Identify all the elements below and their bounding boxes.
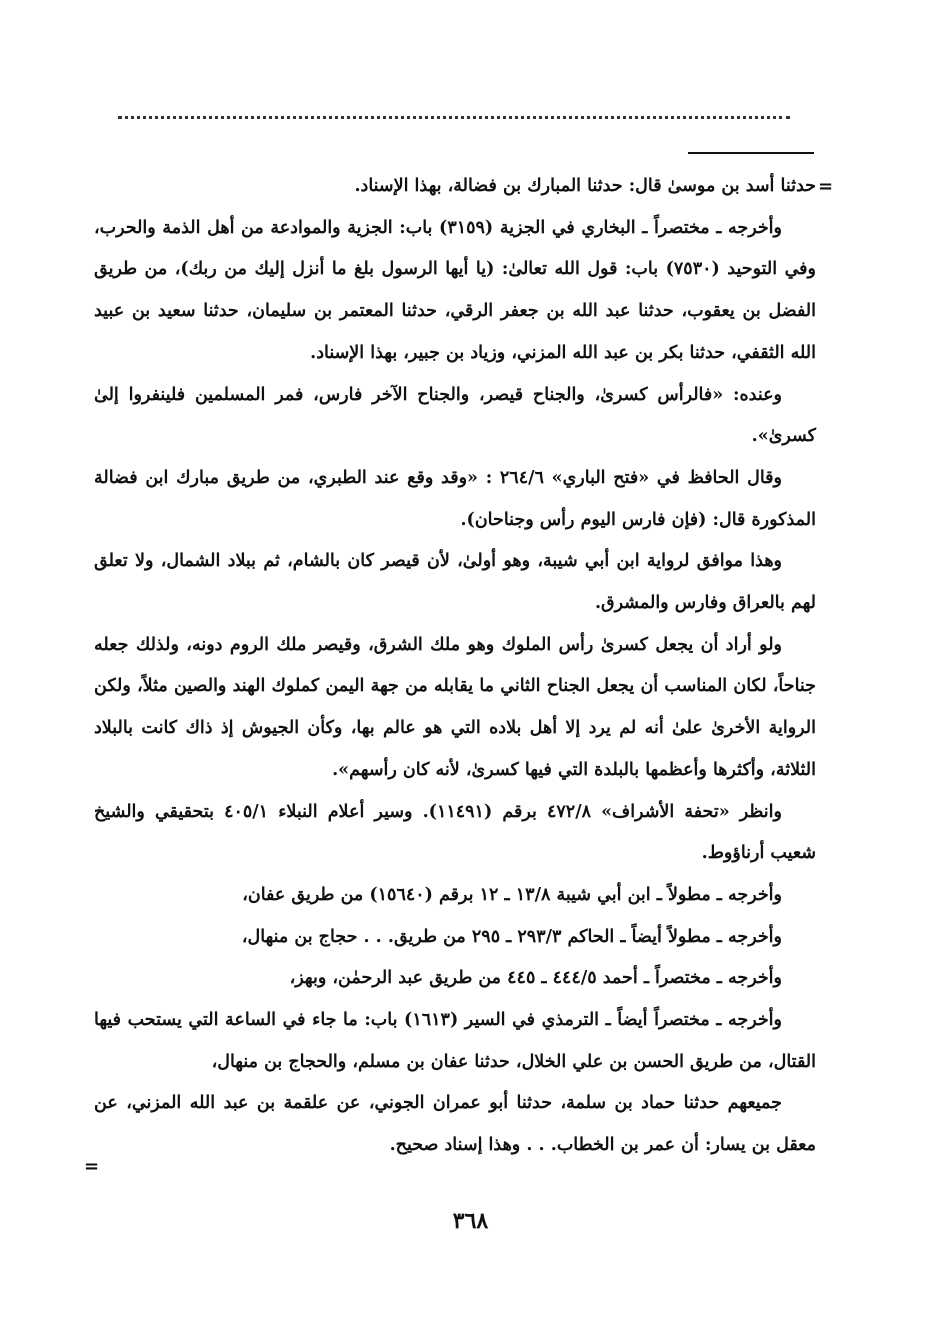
- paragraph: وأخرجه ـ مطولاً ـ ابن أبي شيبة ١٣/٨ ـ ١٢ برقم (١٥٦٤٠) من طريق عفان،: [242, 884, 782, 905]
- page-number: ٣٦٨: [452, 1208, 489, 1234]
- paragraph: ولو أراد أن يجعل كسرىٰ رأس الملوك وهو ملك الشرق، وقيصر ملك الروم دونه، ولذلك جعله جناحاً، لكان المناسب أن يجعل الجناح الثاني ما يقابله من جهة اليمن كملوك الهند والصين مثلاً، ولكن الرواية الأخرىٰ علىٰ أنه لم يرد إلا أهل بلاده التي هو عالم بها، وكأن الجيوش إذ ذاك كانت بالبلاد الثلاثة، وأكثرها وأعظمها بالبلدة التي فيها كسرىٰ، لأنه كان رأسهم».: [94, 634, 816, 780]
- paragraph: وانظر «تحفة الأشراف» ٤٧٢/٨ برقم (١١٤٩١). وسير أعلام النبلاء ٤٠٥/١ بتحقيقي والشيخ شعيب أرناؤوط.: [94, 801, 816, 864]
- continuation-mark-start: =: [818, 176, 834, 197]
- paragraph: وعنده: «فالرأس كسرىٰ، والجناح قيصر، والجناح الآخر فارس، فمر المسلمين فلينفروا إلىٰ كسرىٰ».: [94, 384, 816, 447]
- paragraph: جميعهم حدثنا حماد بن سلمة، حدثنا أبو عمران الجوني، عن علقمة بن عبد الله المزني، عن معقل بن يسار: أن عمر بن الخطاب. . . وهذا إسناد صحيح.: [94, 1093, 816, 1156]
- paragraph: وهذا موافق لرواية ابن أبي شيبة، وهو أولىٰ، لأن قيصر كان بالشام، ثم ببلاد الشمال، ولا تعلق لهم بالعراق وفارس والمشرق.: [94, 551, 816, 614]
- continuation-mark-end: =: [84, 1156, 100, 1177]
- dotted-separator: [118, 116, 790, 119]
- footnote-text: [94, 166, 816, 1167]
- paragraph: وأخرجه ـ مختصراً ـ أحمد ٤٤٤/٥ ـ ٤٤٥ من طريق عبد الرحمٰن، وبهز،: [289, 968, 782, 989]
- paragraph: وقال الحافظ في «فتح الباري» ٢٦٤/٦ : «وقد وقع عند الطبري، من طريق مبارك ابن فضالة المذكورة قال: (فإن فارس اليوم رأس وجناحان).: [94, 467, 816, 530]
- paragraph: حدثنا أسد بن موسىٰ قال: حدثنا المبارك بن فضالة، بهذا الإسناد.: [354, 176, 816, 196]
- paragraph: وأخرجه ـ مختصراً أيضاً ـ الترمذي في السير (١٦١٣) باب: ما جاء في الساعة التي يستحب فيها القتال، من طريق الحسن بن علي الخلال، حدثنا عفان بن مسلم، والحجاج بن منهال،: [94, 1010, 816, 1072]
- footnote-rule: [688, 152, 814, 154]
- paragraph: وأخرجه ـ مطولاً أيضاً ـ الحاكم ٢٩٣/٣ ـ ٢٩٥ من طريق. . . حجاج بن منهال،: [241, 926, 782, 947]
- paragraph: وأخرجه ـ مختصراً ـ البخاري في الجزية (٣١٥٩) باب: الجزية والموادعة من أهل الذمة والحرب، وفي التوحيد (٧٥٣٠) باب: قول الله تعالىٰ: (يا أيها الرسول بلغ ما أنزل إليك من ربك)، من طريق الفضل بن يعقوب، حدثنا عبد الله بن جعفر الرقي، حدثنا المعتمر بن سليمان، حدثنا سعيد بن عبيد الله الثقفي، حدثنا بكر بن عبد الله المزني، وزياد بن جبير، بهذا الإسناد.: [94, 217, 816, 363]
